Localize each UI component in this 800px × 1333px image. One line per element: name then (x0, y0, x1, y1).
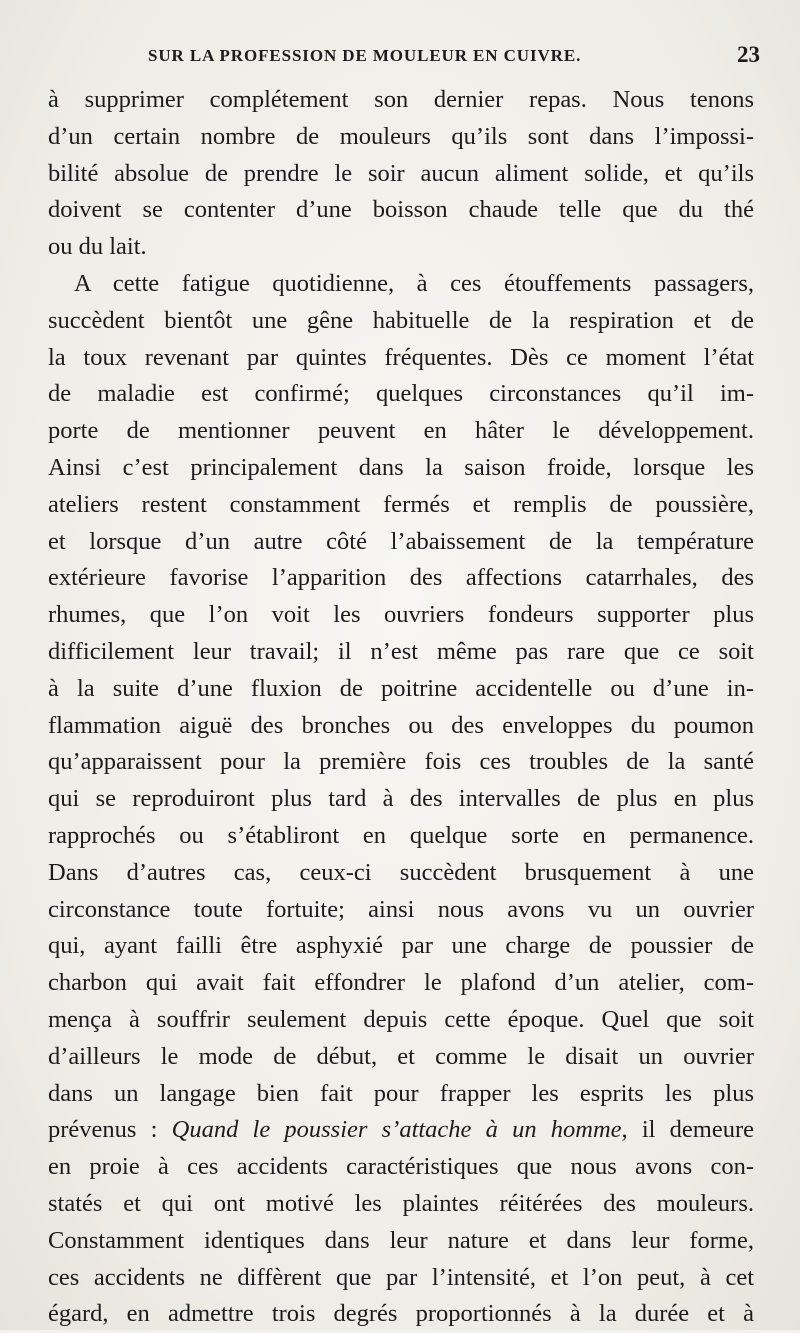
text-line: circonstance toute fortuite; ainsi nous avons vu un ouvrier (48, 895, 754, 923)
page-header (48, 42, 762, 72)
text-line: succèdent bientôt une gêne habituelle de la respiration et de (48, 306, 754, 334)
text-line: ces accidents ne diffèrent que par l’intensité, et l’on peut, à cet (48, 1263, 754, 1291)
body-text (48, 82, 754, 1333)
text-line: égard, en admettre trois degrés proportionnés à la durée et à (48, 1300, 754, 1328)
text-line: porte de mentionner peuvent en hâter le développement. (48, 417, 754, 445)
text-line: doivent se contenter d’une boisson chaude telle que du thé (48, 196, 754, 224)
text-line: qui se reproduiront plus tard à des intervalles de plus en plus (48, 785, 754, 813)
text-line: mença à souffrir seulement depuis cette époque. Quel que soit (48, 1005, 754, 1033)
text-line: et lorsque d’un autre côté l’abaissement de la température (48, 527, 754, 555)
text-line: la toux revenant par quintes fréquentes. Dès ce moment l’état (48, 343, 754, 371)
italic-quote: Quand le poussier s’attache à un homme (171, 1116, 622, 1144)
text-line: en proie à ces accidents caractéristiques que nous avons con- (48, 1153, 754, 1181)
text-line: Dans d’autres cas, ceux-ci succèdent brusquement à une (48, 858, 754, 886)
text-line: flammation aiguë des bronches ou des enveloppes du poumon (48, 711, 754, 739)
text-line: qu’apparaissent pour la première fois ces troubles de la santé (48, 748, 754, 776)
text-line: ateliers restent constamment fermés et remplis de poussière, (48, 490, 754, 518)
text-line: charbon qui avait fait effondrer le plafond d’un atelier, com- (48, 969, 754, 997)
line-end: , il demeure (621, 1116, 754, 1144)
text-line: rhumes, que l’on voit les ouvriers fondeurs supporter plus (48, 601, 754, 629)
page-number: 23 (737, 42, 760, 67)
text-line: d’un certain nombre de mouleurs qu’ils sont dans l’impossi- (48, 122, 754, 150)
text-line: rapprochés ou s’établiront en quelque sorte en permanence. (48, 821, 754, 849)
text-line: extérieure favorise l’apparition des affections catarrhales, des (48, 564, 754, 592)
text-line: difficilement leur travail; il n’est même pas rare que ce soit (48, 637, 754, 665)
text-line: qui, ayant failli être asphyxié par une charge de poussier de (48, 932, 754, 960)
text-line: Constamment identiques dans leur nature et dans leur forme, (48, 1226, 754, 1254)
text-line: ou du lait. (48, 233, 147, 261)
text-line: d’ailleurs le mode de début, et comme le disait un ouvrier (48, 1042, 754, 1070)
text-line: Ainsi c’est principalement dans la saison froide, lorsque les (48, 453, 754, 481)
running-title: SUR LA PROFESSION DE MOULEUR EN CUIVRE. (148, 46, 582, 65)
text-line: à la suite d’une fluxion de poitrine accidentelle ou d’une in- (48, 674, 754, 702)
text-line: statés et qui ont motivé les plaintes réitérées des mouleurs. (48, 1189, 754, 1217)
text-line: de maladie est confirmé; quelques circonstances qu’il im- (48, 380, 754, 408)
text-line: bilité absolue de prendre le soir aucun aliment solide, et qu’ils (48, 159, 754, 187)
text-line: A cette fatigue quotidienne, à ces étouffements passagers, (74, 269, 754, 297)
text-line-with-quote (48, 1112, 754, 1149)
line-start: prévenus : (48, 1116, 172, 1144)
text-line: à supprimer complétement son dernier repas. Nous tenons (48, 86, 754, 113)
text-line: dans un langage bien fait pour frapper les esprits les plus (48, 1079, 754, 1107)
